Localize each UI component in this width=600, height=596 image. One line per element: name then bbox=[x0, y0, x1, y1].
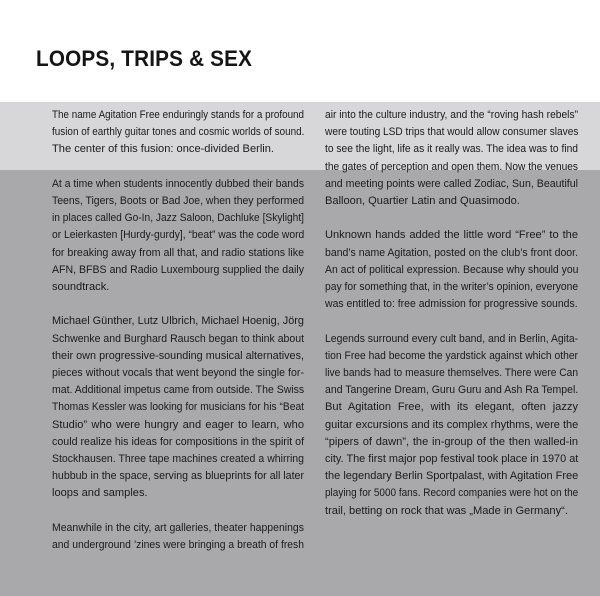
text-line: mat. Additional impetus came from outside. The Swiss bbox=[52, 384, 305, 397]
text-line: to see the light, life as it really was. The idea was to find bbox=[325, 143, 578, 156]
text-line: AFN, BFBS and Radio Luxembourg supplied the daily bbox=[52, 263, 304, 276]
paragraph bbox=[52, 313, 304, 502]
text-line: fusion of earthly guitar tones and cosmic worlds of sound. bbox=[52, 126, 305, 139]
text-line: their own progressive-sounding musical alternatives, bbox=[52, 349, 304, 362]
text-line: live bands had to measure themselves. There were Can bbox=[325, 367, 578, 380]
text-line: was entitled to: free admission for progressive sounds. bbox=[325, 298, 578, 311]
right-text-column bbox=[325, 107, 578, 537]
text-line: Unknown hands added the little word “Free” to the bbox=[325, 229, 578, 242]
text-line: playing for 5000 fans. Record companies were hot on the bbox=[325, 487, 579, 500]
text-line: were touting LSD trips that would allow consumer slaves bbox=[325, 126, 579, 139]
text-line: air into the culture industry, and the “roving hash rebels” bbox=[325, 109, 578, 121]
text-line: At a time when students innocently dubbed their bands bbox=[52, 177, 304, 190]
text-line: Studio” who were hungry and eager to learn, who bbox=[52, 418, 304, 431]
text-line: trail, betting on rock that was „Made in Germany“. bbox=[325, 504, 568, 517]
text-line: Michael Günther, Lutz Ulbrich, Michael Hoenig, Jörg bbox=[52, 315, 304, 328]
text-line: the gates of perception and open them. Now the venues bbox=[325, 160, 578, 173]
left-text-column bbox=[52, 107, 304, 571]
text-line: or Leierkasten [Hurdy-gurdy], “beat” was the code word bbox=[52, 229, 305, 242]
text-line: the legendary Berlin Sportpalast, with Agitation Free bbox=[325, 470, 579, 483]
text-line: tion Free had become the yardstick against which other bbox=[325, 349, 578, 362]
text-line: pieces without vocals that went beyond the single for- bbox=[52, 367, 304, 380]
paragraph bbox=[52, 107, 304, 159]
text-line: and Tangerine Dream, Guru Guru and Ash Ra Tempel. bbox=[325, 384, 579, 397]
text-line: and meeting points were called Zodiac, Sun, Beautiful bbox=[325, 177, 578, 190]
text-line: Stockhausen. Three tape machines created a whirring bbox=[52, 453, 304, 466]
text-line: soundtrack. bbox=[52, 281, 110, 294]
text-line: for breaking away from all that, and radio stations like bbox=[52, 246, 305, 259]
page-title: LOOPS, TRIPS & SEX bbox=[36, 46, 253, 71]
text-line: The center of this fusion: once-divided Berlin. bbox=[52, 143, 274, 156]
text-line: pay for something that, in the writer’s opinion, everyone bbox=[325, 281, 579, 294]
text-line: city. The first major pop festival took place in 1970 at bbox=[325, 453, 579, 466]
text-line: band’s name Agitation, posted on the club’s front door. bbox=[325, 246, 578, 259]
text-line: “pipers of dawn”, the in-group of the then walled-in bbox=[325, 435, 578, 448]
text-line: Balloon, Quartier Latin and Quasimodo. bbox=[325, 195, 520, 208]
text-line: Thomas Kessler was looking for musicians for his “Beat bbox=[52, 401, 304, 414]
text-line: hubbub in the space, serving as blueprints for all later bbox=[52, 470, 304, 483]
text-line: Teens, Tigers, Boots or Bad Joe, when they performed bbox=[52, 195, 304, 207]
text-line: Meanwhile in the city, art galleries, theater happenings bbox=[52, 521, 304, 534]
text-line: The name Agitation Free enduringly stands for a profound bbox=[52, 109, 304, 121]
text-line: and underground ’zines were bringing a breath of fresh bbox=[52, 539, 304, 552]
text-line: An act of political expression. Because why should you bbox=[325, 263, 579, 276]
text-line: loops and samples. bbox=[52, 487, 148, 500]
paragraph bbox=[52, 520, 304, 554]
text-line: Legends surround every cult band, and in Berlin, Agita- bbox=[325, 332, 579, 345]
text-line: Schwenke and Burghard Rausch began to think about bbox=[52, 332, 304, 345]
text-line: guitar excursions and its complex rhythms, were the bbox=[325, 418, 579, 431]
paragraph bbox=[325, 331, 578, 520]
paragraph bbox=[52, 176, 304, 296]
text-line: could realize his ideas for compositions in the spirit of bbox=[52, 435, 305, 448]
text-line: in places called Go-In, Jazz Saloon, Dachluke [Skylight] bbox=[52, 212, 304, 225]
text-line: But Agitation Free, with its elegant, often jazzy bbox=[325, 401, 578, 414]
paragraph bbox=[325, 227, 578, 313]
paragraph bbox=[325, 107, 578, 210]
